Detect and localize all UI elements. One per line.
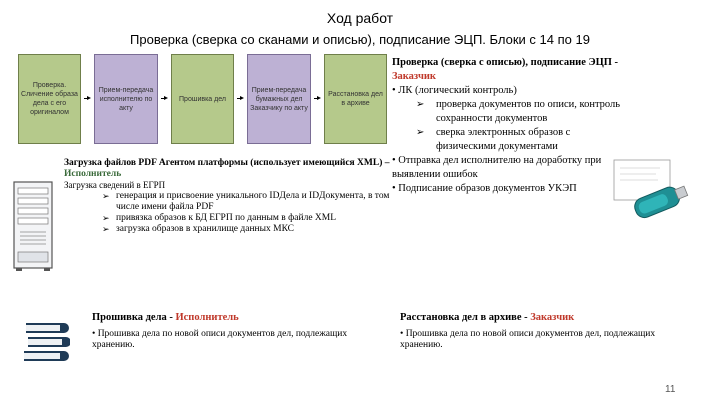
flow-box-check: Проверка. Сличение образа дела с его оригиналом [18,54,81,144]
list-item: • Подписание образов документов УКЭП [392,183,577,194]
check-arrow-icon: ➢ [102,213,110,223]
upload-section [64,158,394,235]
flow-box-binding: Прошивка дел [171,54,234,144]
flow-box-transfer-executor: Прием-передача исполнителю по акту [94,54,158,144]
list-item: • Отправка дел исполнителю на доработку при выявлении ошибок [392,155,602,180]
archive-text: • Прошивка дела по новой описи документов дел, подлежащих хранению. [400,329,656,350]
server-rack-icon [10,180,56,272]
list-item: ➢ проверка документов по описи, контроль сохранности документов [416,99,621,124]
check-arrow-icon: ➢ [416,127,425,138]
upload-role: Исполнитель [64,169,122,179]
flow-box-archive: Расстановка дел в архиве [324,54,387,144]
slide-subtitle: Проверка (сверка со сканами и описью), подписание ЭЦП. Блоки с 14 по 19 [130,32,590,47]
verification-heading: Проверка (сверка с описью), подписание ЭЦП - [392,57,619,68]
page-number: 11 [665,384,676,395]
archive-section [400,312,700,351]
process-flow-diagram [18,54,388,146]
flow-arrow-icon [161,94,168,104]
books-stack-icon [22,315,70,365]
verification-role: Заказчик [392,71,436,82]
upload-intro: Загрузка сведений в ЕГРП [64,180,166,190]
flow-arrow-icon [314,94,321,104]
binding-heading: Прошивка дела - [92,312,173,323]
check-arrow-icon: ➢ [416,99,425,110]
binding-text: • Прошивка дела по новой описи документов дел, подлежащих хранению. [92,329,348,350]
archive-role: Заказчик [530,312,575,323]
list-item: ➢ загрузка образов в хранилище данных МКС [102,224,294,234]
flow-arrow-icon [237,94,244,104]
list-item: ➢ привязка образов к БД ЕГРП по данным в файле XML [102,213,337,223]
slide-title: Ход работ [326,10,394,26]
check-arrow-icon: ➢ [102,191,110,201]
binding-section [92,312,382,351]
logic-control-item: • ЛК (логический контроль) [392,85,517,96]
flow-box-transfer-customer: Прием-передача бумажных дел Заказчику по акту [247,54,311,144]
list-item: ➢ генерация и присвоение уникального IDДела и IDДокумента, в том числе имени файла PDF [102,191,390,212]
flow-arrow-icon [84,94,91,104]
archive-heading: Расстановка дел в архиве - [400,312,528,323]
list-item: ➢ сверка электронных образов с физическими документами [416,127,571,152]
binding-role: Исполнитель [175,312,239,323]
usb-token-icon [612,158,692,224]
upload-heading: Загрузка файлов PDF Агентом платформы (использует имеющийся XML) – [64,158,390,168]
check-arrow-icon: ➢ [102,224,110,234]
verification-section [392,56,624,196]
